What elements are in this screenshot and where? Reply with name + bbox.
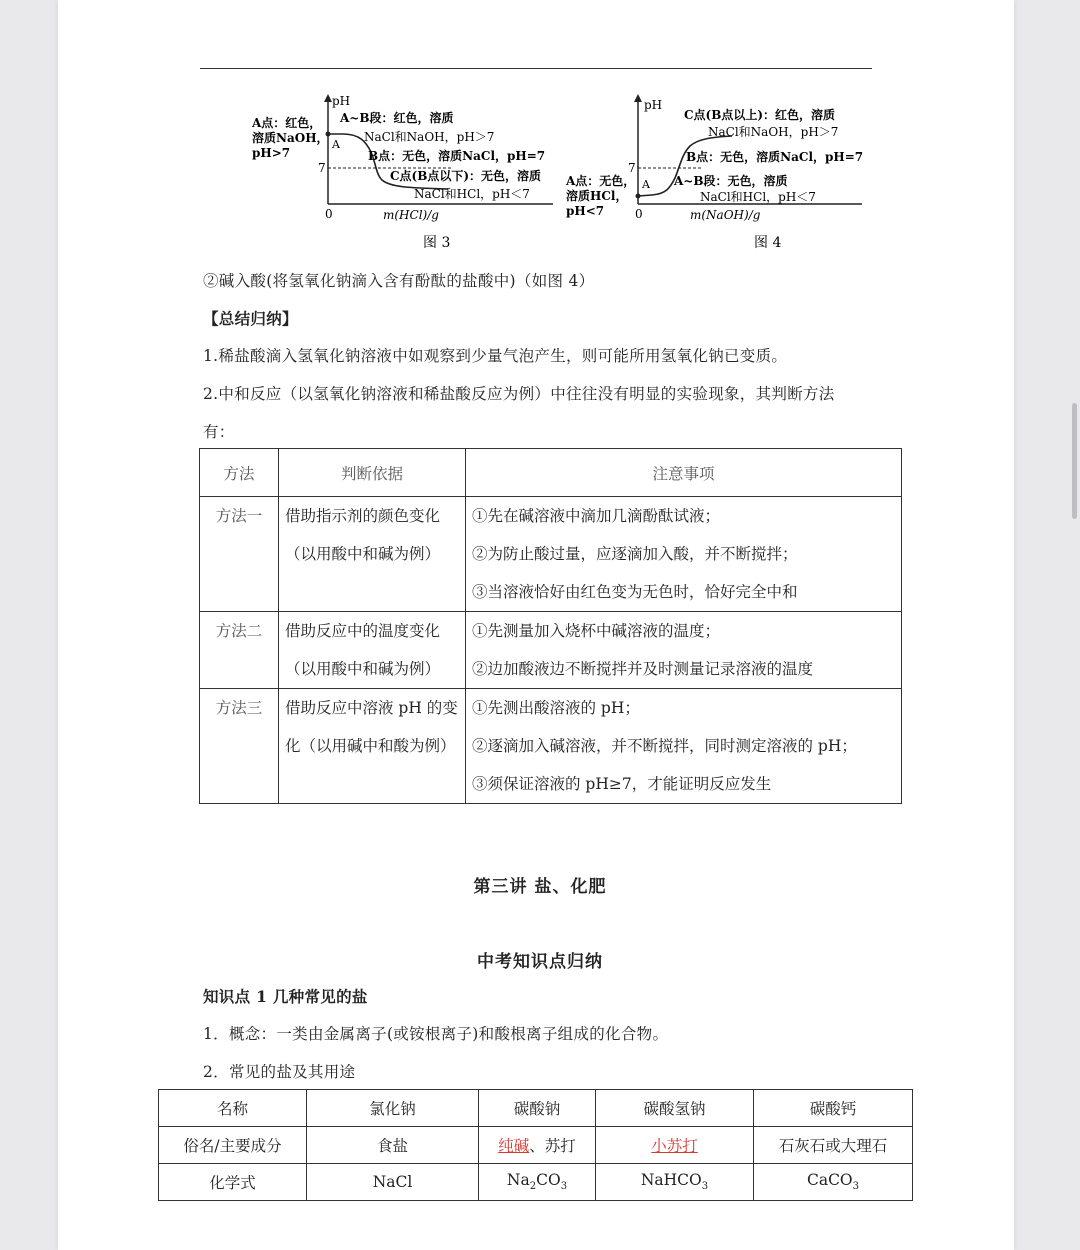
alkali-into-acid-text: ②碱入酸(将氢氧化钠滴入含有酚酞的盐酸中)（如图 4）: [203, 272, 595, 290]
method-label: 方法一: [215, 507, 263, 525]
highlight-text: 小苏打: [651, 1137, 698, 1155]
tick-7-label: 7: [628, 161, 636, 175]
basis-line: （以用酸中和碱为例）: [285, 660, 441, 678]
ab-note-1: A~B段：无色，溶质: [674, 174, 788, 188]
y-axis-arrow: [324, 94, 332, 102]
origin-label: 0: [635, 207, 643, 221]
figure-4-graph: [562, 92, 882, 257]
row-label: 化学式: [159, 1164, 307, 1201]
highlight-text: 纯碱: [498, 1137, 530, 1155]
start-note-1: A点：无色，: [566, 174, 636, 188]
x-axis-label: m(NaOH)/g: [690, 208, 761, 222]
table-row: [200, 612, 902, 689]
table-row: [159, 1164, 913, 1201]
method-label: 方法二: [215, 622, 263, 640]
header-cell: 碳酸钠: [479, 1090, 596, 1127]
header-cell: 碳酸钙: [754, 1090, 913, 1127]
figure-3-graph: [248, 92, 568, 257]
point-a-label: A: [332, 138, 340, 151]
note-line: ①先在碱溶液中滴加几滴酚酞试液；: [472, 507, 721, 525]
figure-4: [562, 92, 882, 261]
y-axis-arrow: [634, 94, 642, 102]
table-cell: 石灰石或大理石: [754, 1127, 913, 1164]
table-cell: [479, 1127, 596, 1164]
summary-point-2a: 2.中和反应（以氢氧化钠溶液和稀盐酸反应为例）中往往没有明显的实验现象，其判断方法: [203, 385, 835, 403]
summary-point-1: 1.稀盐酸滴入氢氧化钠溶液中如观察到少量气泡产生，则可能所用氢氧化钠已变质。: [203, 347, 788, 365]
summary-title: 【总结归纳】: [203, 309, 298, 328]
start-note-3: pH>7: [252, 146, 291, 160]
cell-text: 、苏打: [529, 1137, 576, 1155]
header-cell: 名称: [159, 1090, 307, 1127]
b-note: B点：无色，溶质NaCl，pH=7: [368, 149, 546, 163]
start-note-2: 溶质NaOH，: [252, 131, 329, 145]
basis-line: 借助指示剂的颜色变化: [285, 507, 441, 525]
origin-label: 0: [325, 207, 333, 221]
figure-3: [248, 92, 568, 261]
start-note-1: A点：红色，: [252, 116, 322, 130]
c-note-2: NaCl和HCl，pH＜7: [414, 187, 530, 201]
table-row: [200, 689, 902, 804]
start-note-2: 溶质HCl，: [566, 189, 628, 203]
concept-text: 1．概念：一类由金属离子(或铵根离子)和酸根离子组成的化合物。: [203, 1025, 669, 1043]
table-row: [200, 497, 902, 612]
table-cell: [596, 1127, 754, 1164]
salts-table: [158, 1089, 913, 1201]
y-axis-label: pH: [332, 94, 351, 108]
table-header-row: [200, 449, 902, 497]
note-line: ②为防止酸过量，应逐滴加入酸，并不断搅拌；: [472, 545, 798, 563]
c-note-1: C点(B点以下)：无色，溶质: [390, 169, 542, 183]
header-cell: 碳酸氢钠: [596, 1090, 754, 1127]
figure-4-caption: 图 4: [754, 235, 782, 251]
ab-note-1: A~B段：红色，溶质: [340, 111, 454, 125]
method-label: 方法三: [215, 699, 263, 717]
figure-3-caption: 图 3: [423, 235, 451, 251]
b-note: B点：无色，溶质NaCl，pH=7: [686, 150, 864, 164]
ab-note-2: NaCl和NaOH，pH＞7: [364, 130, 495, 144]
start-note-3: pH<7: [566, 204, 605, 218]
note-line: ①先测出酸溶液的 pH；: [472, 699, 640, 717]
knowledge-point-title: 知识点 1 几种常见的盐: [203, 987, 368, 1006]
note-line: ③须保证溶液的 pH≥7，才能证明反应发生: [472, 775, 772, 793]
formula-nahco3: NaHCO$_3$: [596, 1164, 754, 1201]
c-note-2: NaCl和NaOH，pH＞7: [708, 125, 839, 139]
note-line: ③当溶液恰好由红色变为无色时，恰好完全中和: [472, 583, 798, 601]
table-cell: 食盐: [307, 1127, 479, 1164]
basis-line: 化（以用碱中和酸为例）: [285, 737, 456, 755]
c-note-1: C点(B点以上)：红色，溶质: [684, 108, 836, 122]
note-line: ②边加酸液边不断搅拌并及时测量记录溶液的温度: [472, 660, 814, 678]
scrollbar-thumb[interactable]: [1072, 403, 1077, 519]
tick-7-label: 7: [318, 161, 326, 175]
formula-caco3: CaCO$_3$: [754, 1164, 913, 1201]
salts-uses-text: 2．常见的盐及其用途: [203, 1063, 356, 1081]
methods-table: [199, 448, 902, 804]
ab-note-2: NaCl和HCl，pH＜7: [700, 190, 816, 204]
table-row: [159, 1127, 913, 1164]
note-line: ②逐滴加入碱溶液，并不断搅拌，同时测定溶液的 pH；: [472, 737, 857, 755]
row-label: 俗名/主要成分: [159, 1127, 307, 1164]
table-header-row: [159, 1090, 913, 1127]
basis-line: （以用酸中和碱为例）: [285, 545, 441, 563]
top-rule: [200, 68, 872, 69]
header-cell: 氯化钠: [307, 1090, 479, 1127]
summary-point-2b: 有：: [203, 423, 235, 441]
header-basis: 判断依据: [279, 449, 466, 497]
y-axis-label: pH: [644, 98, 663, 112]
note-line: ①先测量加入烧杯中碱溶液的温度；: [472, 622, 721, 640]
formula-nacl: NaCl: [307, 1164, 479, 1201]
point-a-label: A: [642, 178, 650, 191]
formula-na2co3: $Na_2CO_3$: [479, 1164, 596, 1201]
point-a-dot: [636, 194, 641, 199]
basis-line: 借助反应中溶液 pH 的变: [285, 699, 458, 717]
basis-line: 借助反应中的温度变化: [285, 622, 441, 640]
lecture-title: 第三讲 盐、化肥: [473, 877, 607, 897]
header-method: 方法: [200, 449, 279, 497]
header-notes: 注意事项: [466, 449, 902, 497]
x-axis-label: m(HCl)/g: [383, 208, 439, 222]
section-title: 中考知识点归纳: [477, 952, 603, 972]
